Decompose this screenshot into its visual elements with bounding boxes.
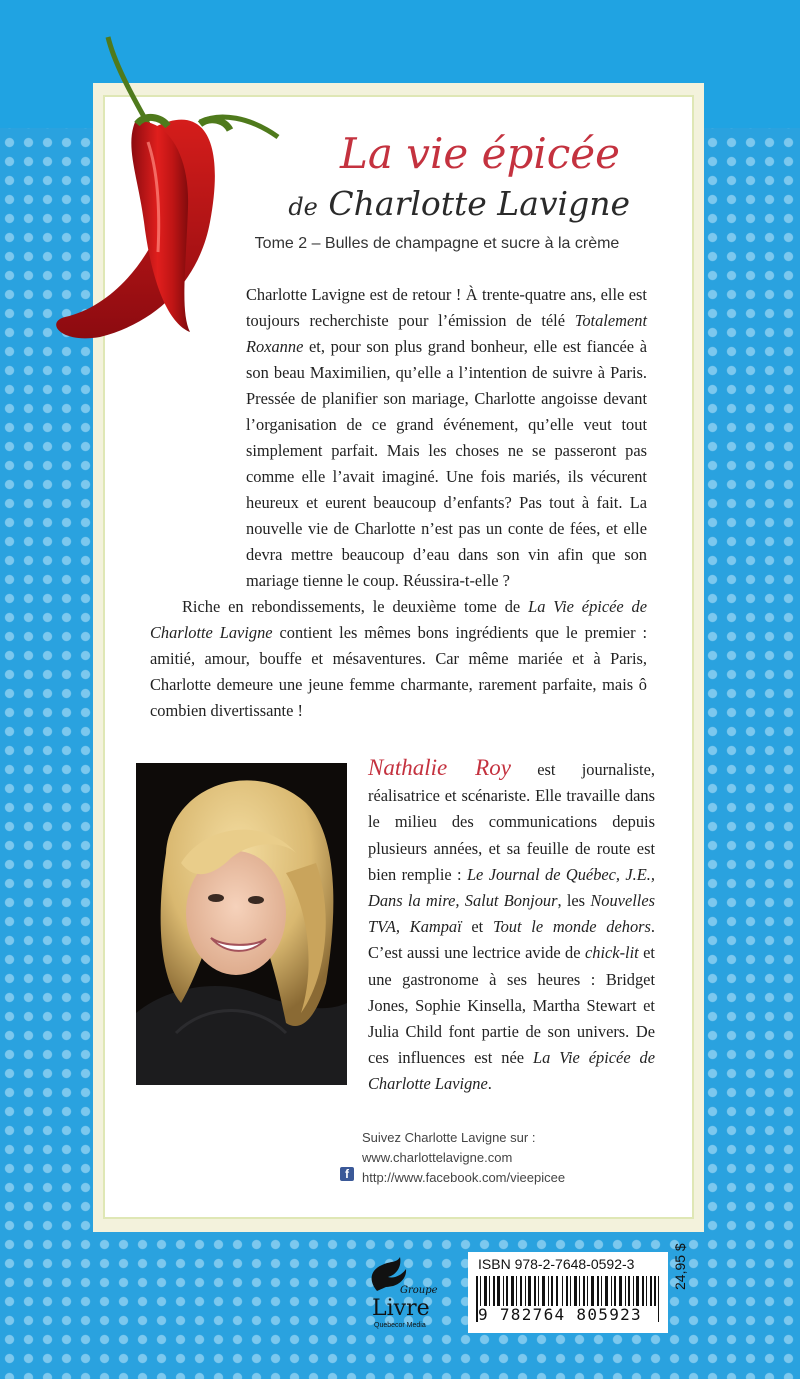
bio-text: est journaliste, réalisatrice et scénariste. Elle travaille dans le milieu des communications depuis plusieurs années, et sa feuille de route est bien remplie : — [368, 760, 655, 884]
author-name: Nathalie Roy — [368, 755, 511, 780]
publisher-media: Quebecor Media — [374, 1322, 426, 1329]
bio-italic: chick-lit — [585, 943, 639, 963]
publisher-logo — [352, 1253, 442, 1333]
isbn-text: ISBN 978-2-7648-0592-3 — [478, 1256, 635, 1272]
book-subtitle: Tome 2 – Bulles de champagne et sucre à la crème — [254, 235, 620, 252]
book-title-line2 — [270, 180, 630, 231]
bio-text: et — [461, 917, 493, 937]
author-photo — [136, 763, 347, 1085]
blurb-text: et, pour son plus grand bonheur, elle est fiancée à son beau Maximilien, qu’elle a l’intention de suivre à Paris. Pressée de planifier son mariage, Charlotte angoisse devant l’organisation de ce grand événement, qu’elle veut tout simplement parfait. Mais les choses ne se passeront pas comme elle l’avait imaginé. Une fois mariés, ils vécurent heureux et eurent beaucoup d’enfants? Pas tout à fait. La nouvelle vie de Charlotte n’est pas un conte de fées, et elle devra mettre beaucoup d’eau dans son vin afin que son mariage tienne le coup. Réussira-t-elle ? — [246, 337, 647, 590]
follow-label: Suivez Charlotte Lavigne sur : — [362, 1130, 536, 1145]
blurb-text: Riche en rebondissements, le deuxième tome de — [182, 597, 529, 616]
barcode-number: 9 782764 805923 — [478, 1306, 658, 1324]
book-title-line1: La vie épicée — [339, 129, 620, 178]
blurb-paragraph-2 — [150, 594, 647, 724]
price-label: 24,95 $ — [672, 1243, 688, 1290]
book-title-de: de — [288, 193, 318, 221]
blurb-book-title: La Vie épicée de Charlotte Lavigne — [150, 597, 648, 642]
blurb-paragraph-1 — [150, 282, 647, 594]
bio-italic: Le Journal de Québec, J.E., Dans la mire, Salut Bonjour — [368, 864, 655, 911]
publisher-livre: Livre — [372, 1296, 430, 1321]
bio-text: . C’est aussi une lectrice avide de — [368, 917, 656, 963]
bio-italic: La Vie épicée de Charlotte Lavigne — [368, 1048, 655, 1094]
bio-text: , les — [557, 891, 591, 911]
blurb-text: contient les mêmes bons ingrédients que le premier : amitié, amour, bouffe et mésaventures. Car même mariée et à Paris, Charlotte demeure une jeune femme charmante, rarement parfaite, mais ô combien divertissante ! — [150, 623, 647, 720]
publisher-groupe: Groupe — [400, 1285, 438, 1296]
bio-italic: Nouvelles TVA, Kampaï — [368, 891, 655, 937]
facebook-link[interactable]: http://www.facebook.com/vieepicee — [362, 1170, 566, 1185]
author-bio — [368, 755, 655, 1098]
bio-text: . — [487, 1074, 492, 1094]
blurb-text: Charlotte Lavigne est de retour ! À trente-quatre ans, elle est toujours recherchiste pour l’émission de télé — [246, 285, 647, 330]
book-title-name: Charlotte Lavigne — [328, 184, 630, 223]
bio-text: et une gastronome à ses heures : Bridget Jones, Sophie Kinsella, Martha Stewart et Julia Child font partie de son univers. De ces influences est née — [368, 943, 655, 1068]
book-blurb — [150, 282, 647, 724]
follow-info — [362, 1128, 662, 1188]
bio-italic: Tout le monde dehors — [492, 917, 651, 937]
website-link[interactable]: www.charlottelavigne.com — [362, 1150, 513, 1165]
blurb-show-title: Totalement Roxanne — [246, 311, 647, 356]
facebook-icon: f — [340, 1167, 354, 1181]
